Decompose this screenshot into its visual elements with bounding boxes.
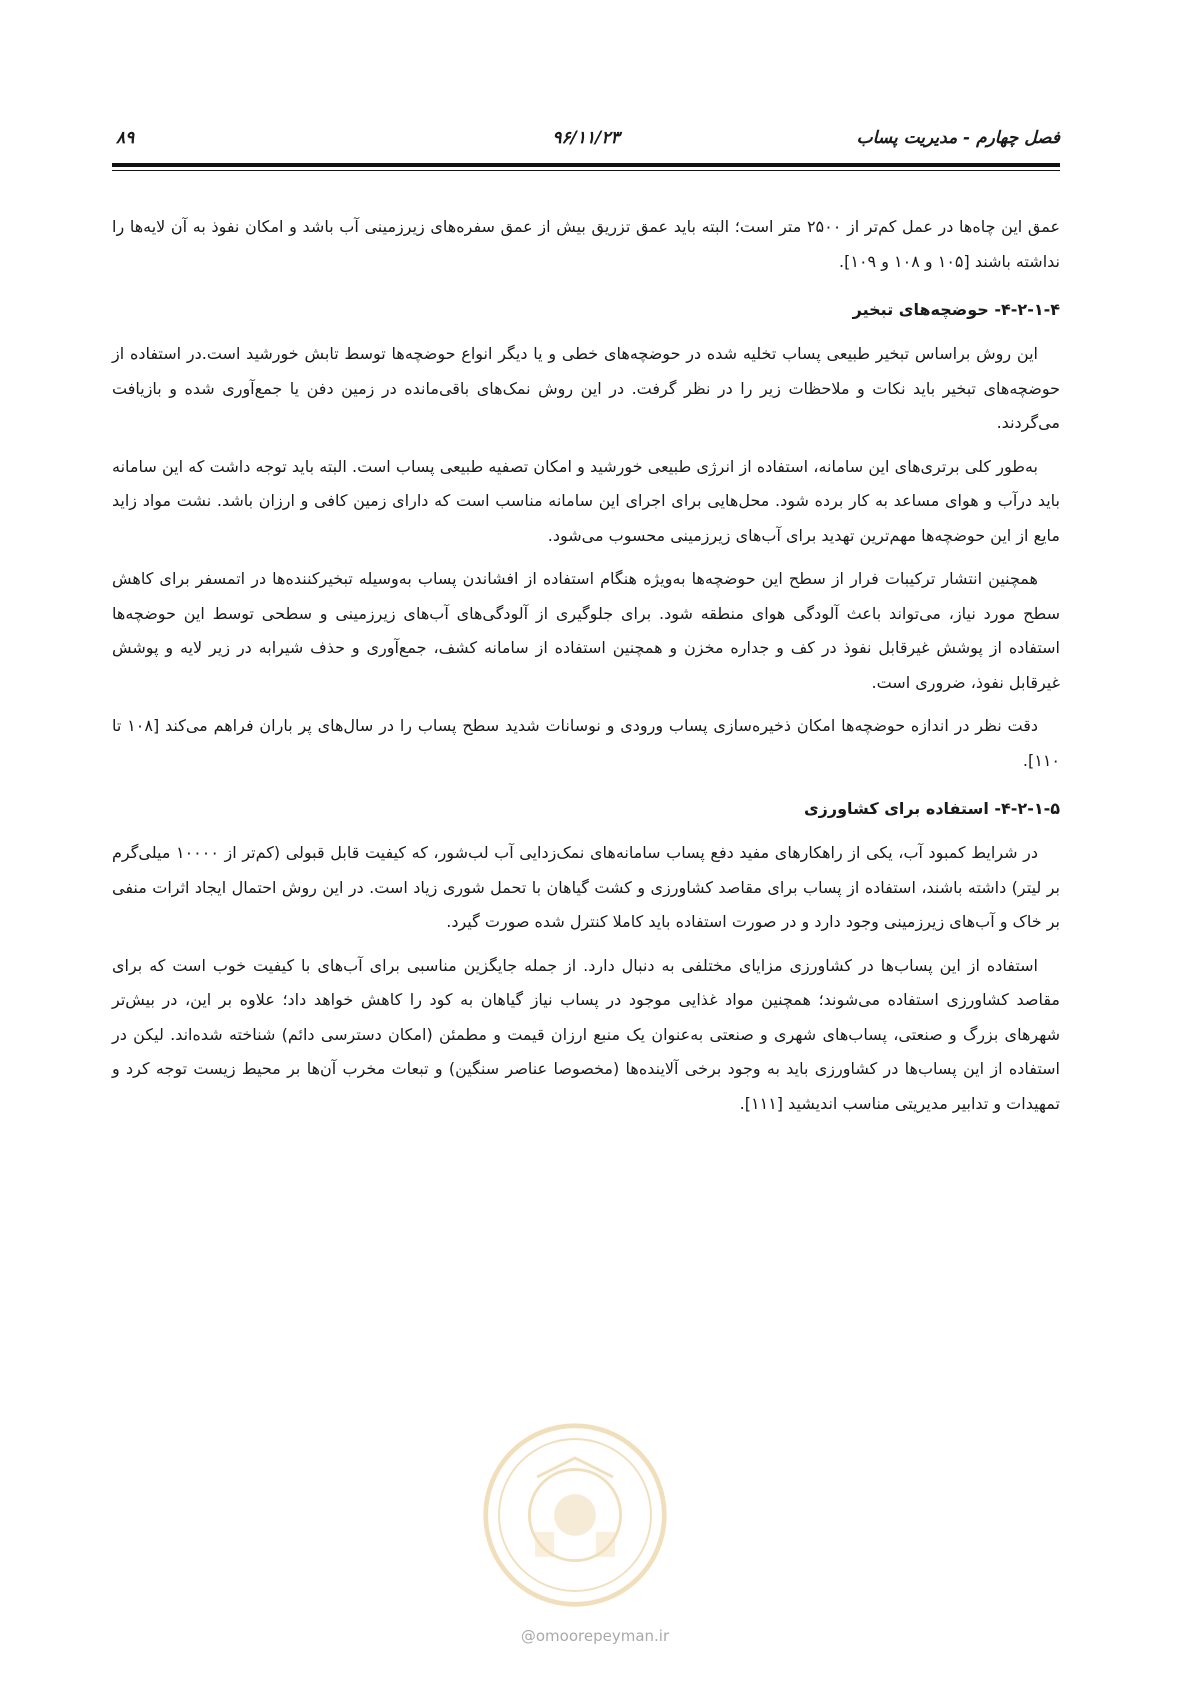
paragraph: استفاده از این پساب‌ها در کشاورزی مزایای مختلفی به دنبال دارد. از جمله جایگزین مناسبی برای آب‌های با کیفیت خوب است که برای مقاصد کشاورزی استفاده می‌شوند؛ همچنین مواد غذایی موجود در پساب نیاز گیاهان به کود را کاهش خواهد داد؛ علاوه بر این، در بیش‌تر شهرهای بزرگ و صنعتی، پساب‌های شهری و صنعتی به‌عنوان یک منبع ارزان قیمت و مطمئن (امکان دسترسی دائم) شناخته شده‌اند. لیکن در استفاده از این پساب‌ها در کشاورزی باید به وجود برخی آلاینده‌ها (مخصوصا عناصر سنگین) و تبعات مخرب آن‌ها بر محیط زیست توجه کرد و تمهیدات و تدابیر مدیریتی مناسب اندیشید [۱۱۱]. — [112, 955, 1060, 1113]
header-rule-thin — [112, 170, 1060, 171]
paragraph: عمق این چاه‌ها در عمل کم‌تر از ۲۵۰۰ متر است؛ البته باید عمق تزریق بیش از عمق سفره‌های زیرزمینی آب باشد و امکان نفوذ به آن لایه‌ها را نداشته باشند [۱۰۵ و ۱۰۸ و ۱۰۹]. — [112, 217, 1061, 271]
seal-watermark-icon — [480, 1420, 670, 1610]
paragraph: دقت نظر در اندازه حوضچه‌ها امکان ذخیره‌سازی پساب ورودی و نوسانات شدید سطح پساب را در سال‌های پر باران فراهم می‌کند [۱۰۸ تا ۱۱۰]. — [112, 716, 1060, 770]
chapter-title: فصل چهارم - مدیریت پساب — [856, 128, 1060, 148]
paragraph: این روش براساس تبخیر طبیعی پساب تخلیه شده در حوضچه‌های خطی و یا دیگر انواع حوضچه‌ها توسط تابش خورشید است.در استفاده از حوضچه‌های تبخیر باید نکات و ملاحظات زیر را در نظر گرفت. در این روش نمک‌های باقی‌مانده در زمین دفن یا جمع‌آوری شده و بازیافت می‌گردند. — [112, 344, 1060, 432]
paragraph: همچنین انتشار ترکیبات فرار از سطح این حوضچه‌ها به‌ویژه هنگام استفاده از افشاندن پساب به‌وسیله تبخیرکننده‌ها در اتمسفر برای کاهش سطح مورد نیاز، می‌تواند باعث آلودگی هوای منطقه شود. برای جلوگیری از آلودگی‌های آب‌های زیرزمینی و سطحی توسط این حوضچه‌ها استفاده از پوشش غیرقابل نفوذ در کف و جداره مخزن و همچنین استفاده از سامانه کشف، جمع‌آوری و حذف شیرابه در زیر لایه و پوشش غیرقابل نفوذ، ضروری است. — [112, 569, 1060, 692]
page-number: ۸۹ — [116, 128, 135, 148]
paragraph: در شرایط کمبود آب، یکی از راهکارهای مفید دفع پساب سامانه‌های نمک‌زدایی آب لب‌شور، که کیفیت قابل قبولی (کم‌تر از ۱۰۰۰۰ میلی‌گرم بر لیتر) داشته باشند، استفاده از پساب برای مقاصد کشاورزی و کشت گیاهان با تحمل شوری زیاد است. در این روش احتمال ایجاد اثرات منفی بر خاک و آب‌های زیرزمینی وجود دارد و در صورت استفاده باید کاملا کنترل شده صورت گیرد. — [112, 843, 1060, 931]
page-body — [112, 210, 1060, 1130]
watermark-url: @omoorepeyman.ir — [520, 1627, 670, 1645]
section-heading: ۴-۲-۱-۴- حوضچه‌های تبخیر — [852, 300, 1060, 319]
section-heading: ۴-۲-۱-۵- استفاده برای کشاورزی — [804, 799, 1060, 818]
paragraph: به‌طور کلی برتری‌های این سامانه، استفاده از انرژی طبیعی خورشید و امکان تصفیه طبیعی پساب است. البته باید توجه داشت که این سامانه باید درآب و هوای مساعد به کار برده شود. محل‌هایی برای اجرای این سامانه مناسب است که دارای زمین کافی و ارزان باشد. نشت مواد زاید مایع از این حوضچه‌ها مهم‌ترین تهدید برای آب‌های زیرزمینی محسوب می‌شود. — [112, 456, 1060, 545]
header-date: ۹۶/۱۱/۲۳ — [552, 128, 620, 148]
page-header — [112, 128, 1060, 158]
header-rule-thick — [112, 163, 1060, 167]
